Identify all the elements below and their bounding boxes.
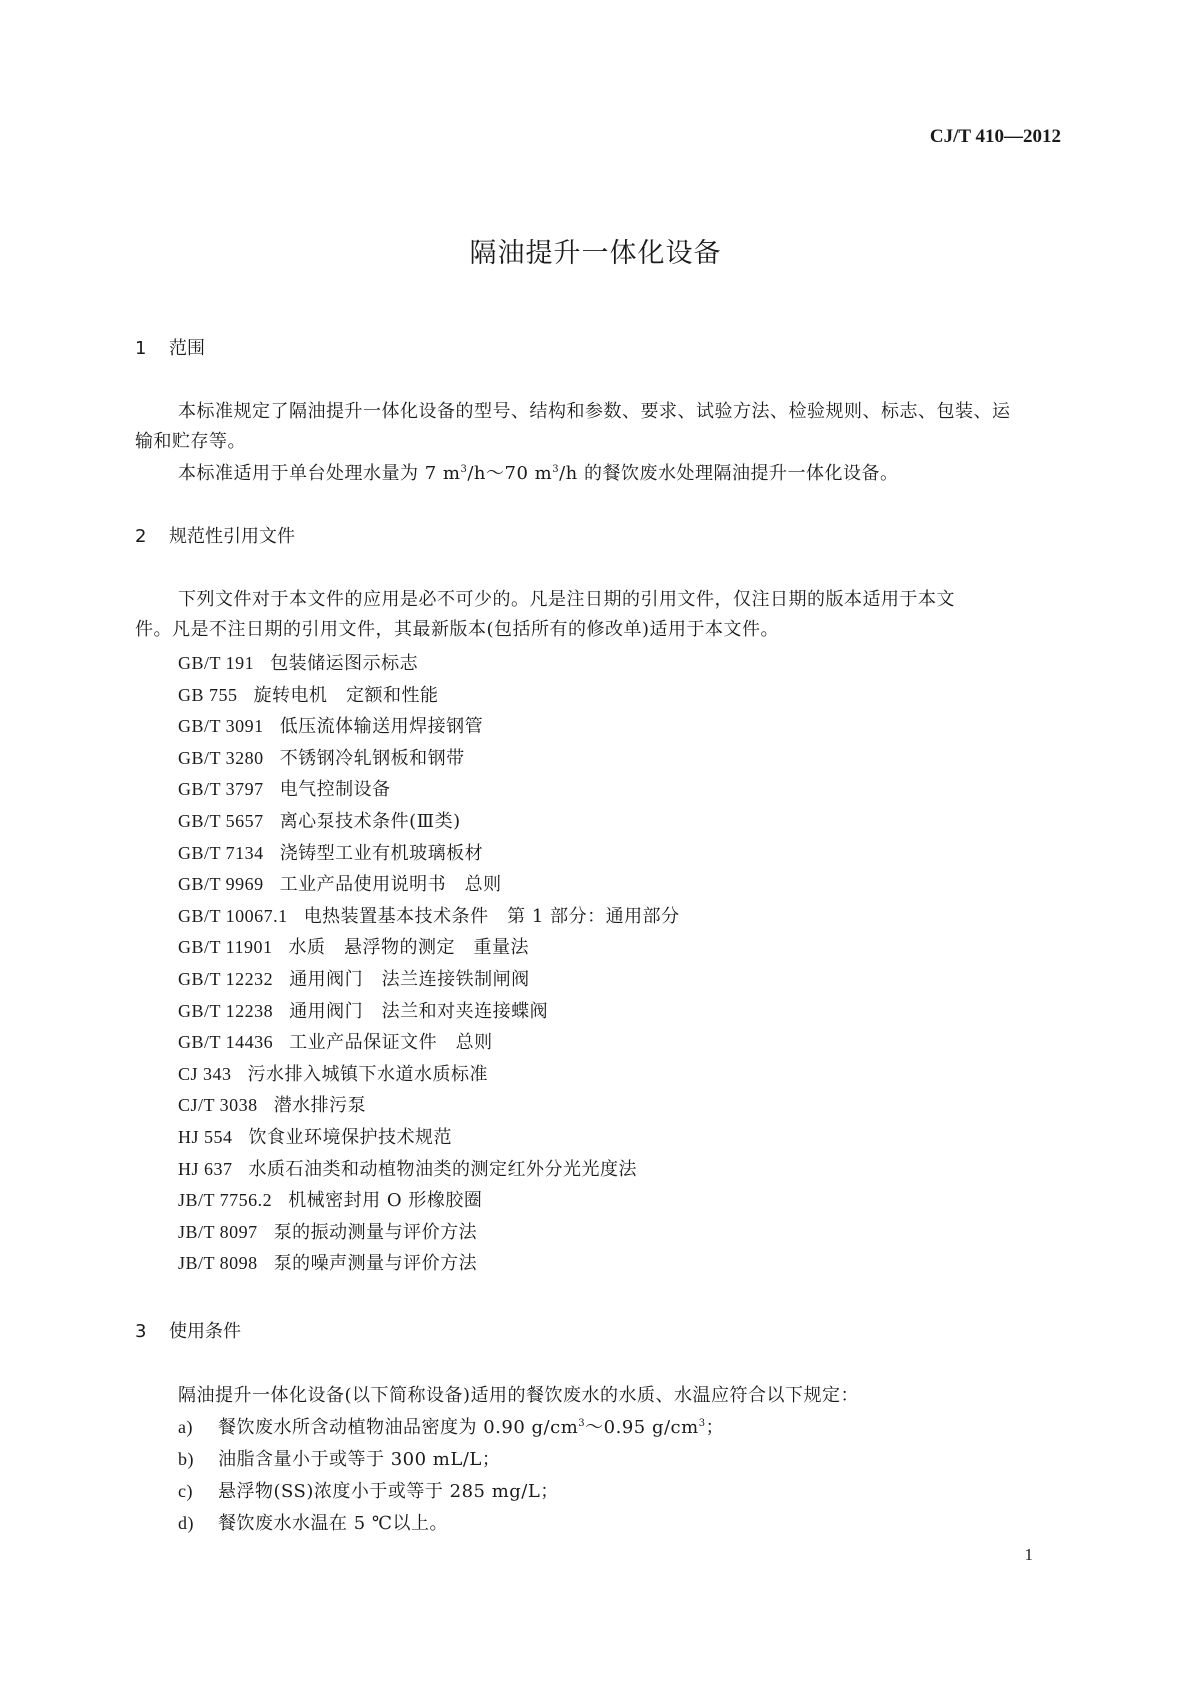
reference-code: GB 755 [178,684,238,705]
page-number: 1 [1024,1545,1033,1564]
reference-title: 泵的振动测量与评价方法 [273,1221,478,1243]
reference-item [178,902,680,928]
section-3-heading [135,1317,241,1343]
text: 本标准适用于单台处理水量为 7 m [178,463,461,484]
condition-item [178,1413,724,1439]
reference-title: 包装储运图示标志 [270,653,419,674]
section-1-heading [135,334,205,360]
reference-title: 工业产品保证文件 总则 [289,1032,493,1054]
reference-title: 电热装置基本技术条件 第 1 部分：通用部分 [303,905,680,927]
reference-item [178,1155,637,1181]
condition-item [178,1445,500,1471]
reference-item [178,1186,482,1212]
superscript: 3 [460,464,468,475]
section-title: 规范性引用文件 [169,526,295,547]
reference-code: GB/T 3797 [178,779,264,800]
section-title: 使用条件 [169,1321,241,1342]
refs-intro-line-2: 件。凡是不注日期的引用文件，其最新版本(包括所有的修改单)适用于本文件。 [135,619,780,640]
text: 悬浮物(SS)浓度小于或等于 285 mg/L； [218,1481,559,1502]
scope-para-1-line-2: 输和贮存等。 [135,431,246,452]
reference-item [178,997,548,1023]
item-label: b) [178,1449,194,1469]
reference-code: GB/T 12238 [178,1000,274,1021]
reference-code: CJ 343 [178,1063,232,1084]
conditions-intro: 隔油提升一体化设备(以下简称设备)适用的餐饮废水的水质、水温应符合以下规定： [178,1385,860,1406]
reference-item [178,775,391,801]
condition-item [178,1477,559,1503]
reference-code: CJ/T 3038 [178,1095,258,1116]
document-title: 隔油提升一体化设备 [469,238,722,269]
reference-title: 泵的噪声测量与评价方法 [273,1253,478,1275]
section-2-heading [135,522,295,548]
reference-item [178,712,483,738]
text: /h～70 m [467,463,553,484]
reference-title: 工业产品使用说明书 总则 [279,874,502,896]
text: 餐饮废水水温在 5 ℃以上。 [218,1513,449,1534]
reference-item [178,807,461,833]
reference-title: 潜水排污泵 [273,1095,367,1117]
reference-item [178,1091,366,1117]
reference-item [178,933,529,959]
item-label: a) [178,1417,193,1437]
reference-code: GB/T 3091 [178,716,264,737]
reference-code: GB/T 11901 [178,937,273,958]
reference-code: JB/T 7756.2 [178,1190,273,1211]
text: 油脂含量小于或等于 300 mL/L； [218,1449,501,1470]
reference-title: 离心泵技术条件(Ⅲ类) [279,811,461,832]
superscript: 3 [698,1418,706,1429]
reference-title: 低压流体输送用焊接钢管 [279,716,484,738]
text: ； [705,1417,725,1438]
text: ～0.95 g/cm [585,1417,699,1438]
reference-code: GB/T 9969 [178,874,264,895]
superscript: 3 [578,1418,586,1429]
reference-title: 通用阀门 法兰连接铁制闸阀 [289,969,530,990]
reference-title: 电气控制设备 [279,779,391,801]
section-number: 3 [135,1321,147,1342]
section-number: 1 [135,338,147,359]
reference-title: 水质 悬浮物的测定 重量法 [288,937,530,959]
reference-title: 污水排入城镇下水道水质标准 [247,1063,489,1085]
scope-para-2 [178,459,898,485]
item-label: c) [178,1481,193,1501]
reference-item [178,1028,493,1054]
reference-code: HJ 637 [178,1158,233,1179]
reference-item [178,1249,477,1275]
scope-para-1-line-1: 本标准规定了隔油提升一体化设备的型号、结构和参数、要求、试验方法、检验规则、标志、包装、运 [178,401,1011,422]
reference-code: JB/T 8097 [178,1221,258,1242]
reference-item [178,1123,452,1149]
reference-code: JB/T 8098 [178,1253,258,1274]
reference-item [178,681,439,707]
item-label: d) [178,1513,194,1533]
condition-item [178,1509,448,1535]
reference-item [178,1060,488,1086]
reference-item [178,649,418,675]
reference-code: GB/T 7134 [178,842,264,863]
reference-title: 旋转电机 定额和性能 [253,684,439,706]
reference-code: GB/T 12232 [178,969,274,989]
reference-code: HJ 554 [178,1127,233,1147]
section-title: 范围 [169,338,205,359]
reference-title: 水质石油类和动植物油类的测定红外分光光度法 [248,1158,638,1180]
reference-title: 浇铸型工业有机玻璃板材 [279,842,484,864]
superscript: 3 [552,464,560,475]
reference-code: GB/T 5657 [178,811,264,831]
standard-number: CJ/T 410—2012 [929,126,1061,147]
reference-item [178,965,530,991]
reference-title: 机械密封用 O 形橡胶圈 [288,1190,483,1212]
reference-item [178,870,502,896]
reference-title: 饮食业环境保护技术规范 [248,1127,453,1148]
reference-code: GB/T 191 [178,653,255,673]
reference-code: GB/T 3280 [178,747,264,768]
reference-item [178,1218,477,1244]
reference-title: 通用阀门 法兰和对夹连接蝶阀 [289,1000,549,1022]
text: /h 的餐饮废水处理隔油提升一体化设备。 [559,463,899,484]
reference-item [178,744,465,770]
reference-title: 不锈钢冷轧钢板和钢带 [279,747,465,769]
reference-code: GB/T 10067.1 [178,905,288,926]
reference-code: GB/T 14436 [178,1032,274,1053]
section-number: 2 [135,526,147,547]
text: 餐饮废水所含动植物油品密度为 0.90 g/cm [218,1417,579,1438]
refs-intro-line-1: 下列文件对于本文件的应用是必不可少的。凡是注日期的引用文件，仅注日期的版本适用于本文 [178,589,955,610]
reference-item [178,839,483,865]
